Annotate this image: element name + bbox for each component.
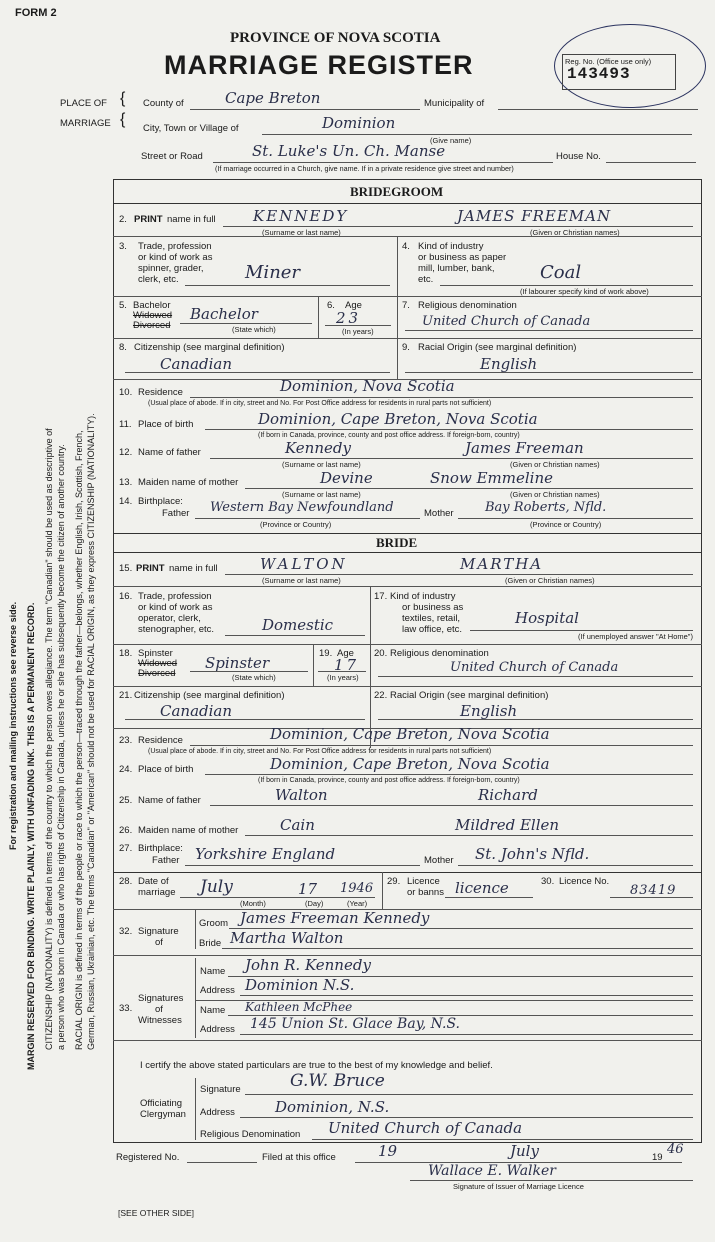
bride-father-surname: Walton xyxy=(275,786,328,804)
bride-surname-caption: (Surname or last name) xyxy=(262,576,341,585)
bride-state: Spinster xyxy=(205,654,270,672)
q20-num: 20. xyxy=(374,648,388,659)
q25-num: 25. xyxy=(119,795,133,806)
bride-rule xyxy=(113,552,702,553)
q18-num: 18. xyxy=(119,648,133,659)
bride-residence-caption: (Usual place of abode. If in city, street and No. For Post Office address for residents in rural parts not sufficient) xyxy=(148,748,492,755)
q14-mother-line xyxy=(458,518,693,519)
q12-line xyxy=(210,458,693,459)
house-line xyxy=(606,162,696,163)
margin-note-citizenship-1: CITIZENSHIP (NATIONALITY) is defined in terms of the country to which the person owes allegiance. The term "Canadian" should be used as descriptive of xyxy=(44,428,54,1050)
groom-residence: Dominion, Nova Scotia xyxy=(280,377,455,395)
q29-num: 29. xyxy=(387,876,401,887)
filed-year: 46 xyxy=(667,1142,684,1157)
q11-label: Place of birth xyxy=(138,419,194,430)
q27-father-label: Father xyxy=(152,855,180,866)
q27-num: 27. xyxy=(119,843,133,854)
bride-signature: Martha Walton xyxy=(230,929,344,947)
margin-note-racial-2: German, Russian, Ukrainian, etc. The terms "Canadian" or "American" should not be used for RACIAL ORIGIN, as they express CITIZENSHIP (NATIONALITY). xyxy=(86,413,96,1050)
q33-num: 33. xyxy=(119,1003,133,1014)
bride-given-caption: (Given or Christian names) xyxy=(505,576,595,585)
q3-label-1: Trade, profession xyxy=(138,241,212,252)
q3-label-4: clerk, etc. xyxy=(138,274,179,285)
q17-label-2: or business as xyxy=(402,602,464,613)
q7-num: 7. xyxy=(402,300,410,311)
month-caption: (Month) xyxy=(240,899,266,908)
groom-label: Groom xyxy=(199,918,229,929)
q19-divider xyxy=(313,644,314,686)
q27-label: Birthplace: xyxy=(138,843,183,854)
bride-state-caption: (State which) xyxy=(232,673,276,682)
q15-label: name in full xyxy=(169,563,218,574)
clergy-address: Dominion, N.S. xyxy=(275,1098,390,1116)
groom-mother-birthplace: Bay Roberts, Nfld. xyxy=(485,500,607,515)
q16-label-2: or kind of work as xyxy=(138,602,213,613)
licence-or-banns: licence xyxy=(455,879,509,897)
q5-line xyxy=(180,323,312,324)
q5-label-3: Divorced xyxy=(133,320,171,331)
age-caption: (In years) xyxy=(342,327,374,336)
county-value: Cape Breton xyxy=(225,89,321,107)
father-surname-caption: (Surname or last name) xyxy=(282,460,361,469)
officiating-label-1: Officiating xyxy=(140,1098,183,1109)
certification-text: I certify the above stated particulars are true to the best of my knowledge and belief. xyxy=(140,1060,493,1071)
clergy-denomination-label: Religious Denomination xyxy=(200,1129,301,1140)
groom-industry: Coal xyxy=(540,262,582,283)
registered-no-label: Registered No. xyxy=(116,1152,180,1163)
q11-num: 11. xyxy=(119,419,132,430)
q19-num: 19. xyxy=(319,648,333,659)
q9-line xyxy=(405,372,693,373)
q22-num: 22. xyxy=(374,690,388,701)
bride-surname: WALTON xyxy=(260,555,348,573)
witness-label-3: Witnesses xyxy=(138,1015,182,1026)
bride-father-given: Richard xyxy=(478,786,538,804)
reg-number: 143493 xyxy=(567,65,631,83)
q14-mother-label: Mother xyxy=(424,508,454,519)
q4-label-1: Kind of industry xyxy=(418,241,484,252)
q3-line xyxy=(185,285,390,286)
q4-label-3: mill, lumber, bank, xyxy=(418,263,495,274)
registered-no-line xyxy=(187,1162,257,1163)
state-caption: (State which) xyxy=(232,325,276,334)
w1-address-line xyxy=(240,995,693,996)
issuer-caption: Signature of Issuer of Marriage Licence xyxy=(453,1182,584,1191)
q10-label: Residence xyxy=(138,387,183,398)
q16-label-1: Trade, profession xyxy=(138,591,212,602)
w2-name-label: Name xyxy=(200,1005,226,1016)
q17-label-1: Kind of industry xyxy=(390,591,456,602)
q14-father-label: Father xyxy=(162,508,190,519)
bride-mother-surname: Cain xyxy=(280,816,315,834)
street-value: St. Luke's Un. Ch. Manse xyxy=(252,142,446,160)
q13-label: Maiden name of mother xyxy=(138,477,239,488)
q17-label-3: textiles, retail, xyxy=(402,613,461,624)
row-rule xyxy=(113,686,702,687)
groom-surname: KENNEDY xyxy=(253,207,349,225)
groom-mother-surname: Devine xyxy=(320,469,373,487)
q23-num: 23. xyxy=(119,735,133,746)
groom-mid-divider xyxy=(397,236,398,379)
mother-given-caption: (Given or Christian names) xyxy=(510,490,600,499)
q13-num: 13. xyxy=(119,477,133,488)
given-caption: (Given or Christian names) xyxy=(530,228,620,237)
q21-line xyxy=(125,719,365,720)
groom-religion: United Church of Canada xyxy=(422,314,591,329)
bride-industry: Hospital xyxy=(515,609,579,627)
groom-father-birthplace: Western Bay Newfoundland xyxy=(210,500,394,515)
q21-num: 21. xyxy=(119,690,133,701)
marriage-rule xyxy=(113,872,702,873)
marriage-day: 17 xyxy=(298,880,318,898)
witness2-address: 145 Union St. Glace Bay, N.S. xyxy=(250,1016,460,1032)
mother-prov-caption: (Province or Country) xyxy=(530,520,602,529)
q6-divider xyxy=(318,296,319,338)
q26-label: Maiden name of mother xyxy=(138,825,239,836)
filed-label: Filed at this office xyxy=(262,1152,336,1163)
city-label: City, Town or Village of xyxy=(143,123,239,134)
city-line xyxy=(262,134,692,135)
q18-label-1: Spinster xyxy=(138,648,173,659)
q28-num: 28. xyxy=(119,876,133,887)
q13-line xyxy=(245,488,693,489)
bride-mother-given: Mildred Ellen xyxy=(455,816,560,834)
q27-mother-label: Mother xyxy=(424,855,454,866)
q2-line xyxy=(223,226,693,227)
brace-bottom: { xyxy=(120,111,126,128)
q29-divider xyxy=(382,872,383,909)
brace-top: { xyxy=(120,90,126,107)
q26-num: 26. xyxy=(119,825,133,836)
q17-num: 17. xyxy=(374,591,388,602)
q29-label-2: or banns xyxy=(407,887,444,898)
see-other-side: [SEE OTHER SIDE] xyxy=(118,1208,195,1218)
q7-label: Religious denomination xyxy=(418,300,517,311)
q6-label: Age xyxy=(345,300,362,311)
groom-trade: Miner xyxy=(245,262,301,283)
clergy-address-label: Address xyxy=(200,1107,235,1118)
county-line xyxy=(190,109,420,110)
w1-address-label: Address xyxy=(200,985,235,996)
q7-line xyxy=(405,330,693,331)
clergy-sig-line xyxy=(245,1094,693,1095)
bride-label: Bride xyxy=(199,938,222,949)
margin-note-citizenship-2: a person who was born in Canada or who has rights of Citizenship in Canada, unless he or she has subsequently become the citizen of another country. xyxy=(56,444,66,1050)
surname-caption: (Surname or last name) xyxy=(262,228,341,237)
municipality-label: Municipality of xyxy=(424,98,485,109)
margin-note-instructions: For registration and mailing instructions see reverse side. xyxy=(8,601,18,850)
issuer-line xyxy=(410,1180,693,1181)
q22-label: Racial Origin (see marginal definition) xyxy=(390,690,549,701)
city-value: Dominion xyxy=(322,114,396,132)
witness-bracket xyxy=(195,958,196,1038)
give-name-caption: (Give name) xyxy=(430,136,472,145)
q4-label-2: or business as paper xyxy=(418,252,507,263)
row-rule xyxy=(113,1040,702,1041)
q14-num: 14. xyxy=(119,496,133,507)
q11-line xyxy=(205,429,693,430)
q32-signature-label: Signature xyxy=(138,926,179,937)
q12-num: 12. xyxy=(119,447,133,458)
q4-caption: (If labourer specify kind of work above) xyxy=(520,287,649,296)
row-rule xyxy=(113,955,702,956)
q23-label: Residence xyxy=(138,735,183,746)
q4-line xyxy=(440,285,693,286)
groom-father-given: James Freeman xyxy=(465,439,584,457)
q32-num: 32. xyxy=(119,926,133,937)
q16-label-4: stenographer, etc. xyxy=(138,624,215,635)
sig-bracket xyxy=(195,909,196,949)
w2-address-label: Address xyxy=(200,1024,235,1035)
clergy-signature-label: Signature xyxy=(200,1084,241,1095)
q24-num: 24. xyxy=(119,764,133,775)
row-rule xyxy=(113,644,702,645)
q15-num: 15. xyxy=(119,563,133,574)
day-caption: (Day) xyxy=(305,899,324,908)
q3-label-2: or kind of work as xyxy=(138,252,213,263)
page-title: MARRIAGE REGISTER xyxy=(164,50,474,80)
q16-line xyxy=(225,635,365,636)
q9-num: 9. xyxy=(402,342,410,353)
church-note: (If marriage occurred in a Church, give name. If in a private residence give street and number) xyxy=(215,164,514,173)
q28-line xyxy=(180,897,375,898)
county-label: County of xyxy=(143,98,184,109)
groom-father-surname: Kennedy xyxy=(285,439,351,457)
q21-label: Citizenship (see marginal definition) xyxy=(134,690,285,701)
municipality-line xyxy=(498,109,698,110)
q2-label: name in full xyxy=(167,214,216,225)
q5-label-2: Widowed xyxy=(133,310,173,321)
groom-signature: James Freeman Kennedy xyxy=(240,909,430,927)
q18-label-3: Divorced xyxy=(138,668,176,679)
groom-given: JAMES FREEMAN xyxy=(457,207,612,225)
q32-of-label: of xyxy=(155,937,163,948)
street-label: Street or Road xyxy=(141,151,203,162)
birthplace-caption: (If born in Canada, province, county and post office address. If foreign-born, country) xyxy=(258,432,520,439)
clergy-denom-line xyxy=(312,1139,693,1140)
q5-num: 5. xyxy=(119,300,127,311)
margin-note-racial-1: RACIAL ORIGIN is defined in terms of the people or race to which the person—traced through the father—belongs, whether English, Irish, Scottish, French, xyxy=(74,430,84,1050)
q2-print: PRINT xyxy=(134,214,163,225)
witness2-name: Kathleen McPhee xyxy=(245,1000,353,1014)
row-rule xyxy=(113,338,702,339)
q20-label: Religious denomination xyxy=(390,648,489,659)
q27-father-line xyxy=(185,865,420,866)
q3-num: 3. xyxy=(119,241,127,252)
q24-label: Place of birth xyxy=(138,764,194,775)
q14-father-line xyxy=(195,518,420,519)
filed-day: 19 xyxy=(378,1142,398,1160)
q16-label-3: operator, clerk, xyxy=(138,613,201,624)
q5-label-1: Bachelor xyxy=(133,300,171,311)
bride-religion: United Church of Canada xyxy=(450,660,619,675)
q26-line xyxy=(245,835,693,836)
reg-number-label: Reg. No. (Office use only) xyxy=(565,57,652,66)
bride-age-caption: (In years) xyxy=(327,673,359,682)
bride-mother-birthplace: St. John's Nfld. xyxy=(475,845,590,863)
q6-line xyxy=(325,325,391,326)
q20-line xyxy=(378,676,693,677)
q19-line xyxy=(318,671,366,672)
q30-label: Licence No. xyxy=(559,876,610,887)
q25-line xyxy=(210,805,693,806)
q14-label: Birthplace: xyxy=(138,496,183,507)
filed-month: July xyxy=(510,1142,539,1160)
year-caption: (Year) xyxy=(347,899,368,908)
groom-birthplace: Dominion, Cape Breton, Nova Scotia xyxy=(258,410,538,428)
bride-age: 17 xyxy=(334,656,360,674)
clergy-signature: G.W. Bruce xyxy=(290,1071,385,1091)
q9-label: Racial Origin (see marginal definition) xyxy=(418,342,577,353)
q2-num: 2. xyxy=(119,214,127,225)
province-heading: PROVINCE OF NOVA SCOTIA xyxy=(230,30,441,46)
q28-label-1: Date of xyxy=(138,876,169,887)
q16-num: 16. xyxy=(119,591,133,602)
bride-rule-top xyxy=(113,533,702,534)
bride-sig-line xyxy=(222,948,693,949)
marriage-month: July xyxy=(200,877,233,897)
q27-mother-line xyxy=(458,865,693,866)
q4-num: 4. xyxy=(402,241,410,252)
clergy-bracket xyxy=(195,1078,196,1140)
q30-line xyxy=(610,897,693,898)
marriage-year: 1946 xyxy=(340,881,374,896)
q15-line xyxy=(225,574,693,575)
q22-line xyxy=(378,719,693,720)
q12-label: Name of father xyxy=(138,447,201,458)
q24-line xyxy=(205,774,693,775)
clergy-address-line xyxy=(240,1117,693,1118)
q25-label: Name of father xyxy=(138,795,201,806)
q17-caption: (If unemployed answer "At Home") xyxy=(578,632,693,641)
form-number: FORM 2 xyxy=(15,7,57,19)
q3-label-3: spinner, grader, xyxy=(138,263,204,274)
residence-caption: (Usual place of abode. If in city, street and No. For Post Office address for residents in rural parts not sufficient) xyxy=(148,400,492,407)
q8-label: Citizenship (see marginal definition) xyxy=(134,342,285,353)
bride-racial-origin: English xyxy=(460,702,518,720)
witness1-name: John R. Kennedy xyxy=(245,956,371,974)
witness-label-1: Signatures xyxy=(138,993,184,1004)
w2-address-line xyxy=(240,1034,693,1035)
q8-line xyxy=(125,372,390,373)
bride-heading: BRIDE xyxy=(376,535,418,550)
bride-given: MARTHA xyxy=(460,555,544,573)
witness-label-2: of xyxy=(155,1004,163,1015)
q17-label-4: law office, etc. xyxy=(402,624,463,635)
bridegroom-rule xyxy=(113,203,702,204)
q29-label-1: Licence xyxy=(407,876,440,887)
row-rule xyxy=(113,236,702,237)
margin-note-binding: MARGIN RESERVED FOR BINDING. WRITE PLAINLY, WITH UNFADING INK. THIS IS A PERMANENT RECORD. xyxy=(26,602,36,1070)
q15-print: PRINT xyxy=(136,563,165,574)
bride-citizenship: Canadian xyxy=(160,702,233,720)
bride-residence: Dominion, Cape Breton, Nova Scotia xyxy=(270,725,550,743)
bride-birthplace-caption: (If born in Canada, province, county and post office address. If foreign-born, country) xyxy=(258,777,520,784)
margin-notes xyxy=(0,0,120,1242)
row-rule xyxy=(113,586,702,587)
q18-line xyxy=(190,671,308,672)
groom-citizenship: Canadian xyxy=(160,355,233,373)
reg-number-box xyxy=(562,54,676,90)
w1-name-label: Name xyxy=(200,966,226,977)
groom-mother-given: Snow Emmeline xyxy=(430,469,553,487)
q17-line xyxy=(470,630,693,631)
filed-year-prefix: 19 xyxy=(652,1152,663,1163)
house-label: House No. xyxy=(556,151,601,162)
street-line xyxy=(213,162,553,163)
bride-trade: Domestic xyxy=(262,616,334,634)
place-label-1: PLACE OF xyxy=(60,98,107,109)
bride-father-birthplace: Yorkshire England xyxy=(195,845,336,863)
place-label-2: MARRIAGE xyxy=(60,118,111,129)
q30-num: 30. xyxy=(541,876,555,887)
q28-label-2: marriage xyxy=(138,887,176,898)
q10-num: 10. xyxy=(119,387,133,398)
q6-num: 6. xyxy=(327,300,335,311)
q10-line xyxy=(190,397,693,398)
father-prov-caption: (Province or Country) xyxy=(260,520,332,529)
row-rule xyxy=(113,296,702,297)
bride-birthplace: Dominion, Cape Breton, Nova Scotia xyxy=(270,755,550,773)
groom-state: Bachelor xyxy=(190,305,258,323)
q8-num: 8. xyxy=(119,342,127,353)
witness1-address: Dominion N.S. xyxy=(245,976,355,994)
licence-number: 83419 xyxy=(630,883,677,898)
q23-line xyxy=(190,745,693,746)
q18-label-2: Widowed xyxy=(138,658,178,669)
q4-label-4: etc. xyxy=(418,274,434,285)
bride-mid-divider xyxy=(370,586,371,748)
mother-surname-caption: (Surname or last name) xyxy=(282,490,361,499)
bridegroom-heading: BRIDEGROOM xyxy=(350,184,444,199)
groom-age: 23 xyxy=(336,309,362,327)
q29-line xyxy=(445,897,533,898)
groom-racial-origin: English xyxy=(480,355,538,373)
q19-label: Age xyxy=(337,648,354,659)
father-given-caption: (Given or Christian names) xyxy=(510,460,600,469)
officiating-label-2: Clergyman xyxy=(140,1109,186,1120)
issuer-signature: Wallace E. Walker xyxy=(428,1163,556,1179)
clergy-denomination: United Church of Canada xyxy=(328,1119,523,1137)
